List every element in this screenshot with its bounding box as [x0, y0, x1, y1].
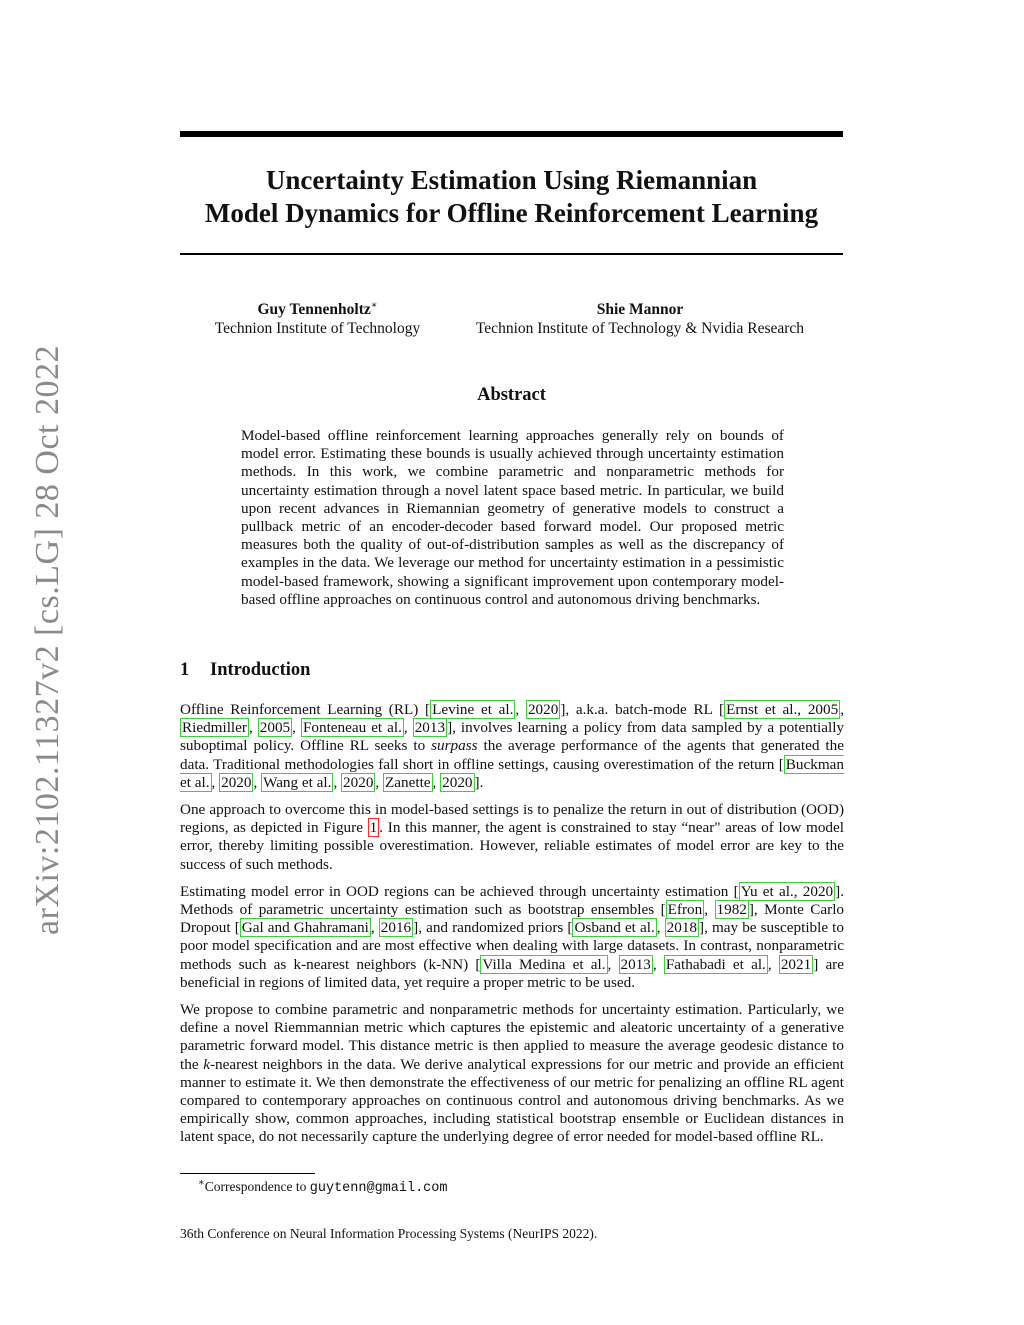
author-block-2: [455, 300, 825, 338]
author-affiliation: Technion Institute of Technology & Nvidia Research: [475, 320, 805, 337]
section-title: Introduction: [210, 660, 311, 680]
author-affiliation: Technion Institute of Technology: [214, 320, 421, 337]
correspondence-email-link[interactable]: guytenn@gmail.com: [309, 1181, 448, 1196]
citation-link[interactable]: 2005: [259, 719, 291, 737]
abstract-text: Model-based offline reinforcement learning approaches generally rely on bounds of model error. Estimating these bounds is usually achieved through uncertainty estimation methods. In this work, we combine parametric and nonparametric methods for uncertainty estimation through a novel latent space based metric. In particular, we build upon recent advances in Riemannian geometry of generative models to construct a pullback metric of an encoder-decoder based forward model. Our proposed metric measures both the quality of out-of-distribution samples as well as the discrepancy of examples in the data. We leverage our method for uncertainty estimation in a pessimistic model-based framework, showing a significant improvement upon contemporary model-based offline approaches on continuous control and autonomous driving benchmarks.: [241, 427, 784, 608]
paragraph-4: We propose to combine parametric and nonparametric methods for uncertainty estimation. Particularly, we define a novel Riemmannian metric which captures the epistemic and aleatoric uncertainty of a generative parametric forward model. This distance metric is then applied to measure the average geodesic distance to the k-nearest neighbors in the data. We derive analytical expressions for our metric and provide an efficient manner to estimate it. We then demonstrate the effectiveness of our metric for penalizing an offline RL agent compared to contemporary approaches on continuous control and autonomous driving benchmarks. As we empirically show, common approaches, including statistical bootstrap ensemble or Euclidean distances in latent space, do not necessarily capture the underlying degree of error needed for model-based offline RL.: [180, 1001, 844, 1146]
citation-link[interactable]: 2013: [414, 719, 446, 737]
footnote-text: Correspondence to: [204, 1179, 310, 1194]
citation-link[interactable]: 2013: [620, 955, 651, 973]
author-block-1: [185, 300, 450, 338]
paper-title: [180, 164, 843, 230]
citation-link[interactable]: Yu et al., 2020: [740, 882, 834, 900]
citation-link[interactable]: 2020: [442, 773, 473, 791]
paragraph-3: Estimating model error in OOD regions can be achieved through uncertainty estimation [ Yu et al., 2020 ]. Methods of parametric uncertainty estimation such as bootstrap ensembles [ Efron , 1982 ], Monte Carlo Dropout [ Gal and Ghahramani , 2016 ], and randomized priors [ Osband et al. , 2018 ], may be susceptible to poor model specification and are most effective when dealing with large datasets. In contrast, nonparametric methods such as k-nearest neighbors (k-NN) [ Villa Medina et al. , 2013 , Fathabadi et al. , 2021 ] are beneficial in regions of limited data, yet require a proper metric to be used.: [180, 882, 845, 991]
citation-link[interactable]: Osband et al.: [574, 919, 655, 937]
citation-link[interactable]: Wang et al.: [263, 773, 332, 791]
footnote-rule: [180, 1173, 315, 1174]
title-line-1: Uncertainty Estimation Using Riemannian: [265, 165, 758, 195]
section-number: 1: [180, 660, 190, 680]
citation-link[interactable]: 2021: [780, 955, 812, 973]
author-name: Shie Mannor: [596, 301, 684, 318]
paragraph-2: One approach to overcome this in model-based settings is to penalize the return in out of distribution (OOD) regions, as depicted in Figure 1 . In this manner, the agent is constrained to stay “near" areas of low model error, thereby limiting possible overestimation. However, reliable estimates of model error are key to the success of such methods.: [180, 801, 844, 873]
figure-ref-link[interactable]: 1: [369, 819, 378, 837]
citation-link[interactable]: Fathabadi et al.: [665, 955, 766, 973]
citation-link[interactable]: Riedmiller: [182, 719, 247, 737]
footnote-mark: ∗: [198, 1177, 205, 1189]
citation-link[interactable]: Buckman et al.: [180, 755, 844, 791]
abstract-heading: Abstract: [477, 385, 546, 405]
citation-link[interactable]: 2016: [380, 919, 412, 937]
citation-link[interactable]: Ernst et al., 2005: [726, 701, 839, 718]
title-line-2: Model Dynamics for Offline Reinforcement Learning: [204, 198, 819, 228]
introduction-body: [180, 701, 844, 1156]
title-bottom-rule: [180, 253, 843, 255]
emphasis: surpass: [431, 737, 478, 755]
author-name: Guy Tennenholtz: [257, 301, 371, 318]
citation-link[interactable]: Gal and Ghahramani: [241, 919, 369, 937]
citation-link[interactable]: Efron: [667, 901, 703, 919]
footnote-marker[interactable]: ∗: [370, 299, 378, 311]
citation-link[interactable]: 2020: [527, 701, 559, 718]
citation-link[interactable]: Zanette: [385, 773, 431, 791]
conference-notice: 36th Conference on Neural Information Processing Systems (NeurIPS 2022).: [180, 1226, 598, 1241]
arxiv-identifier-stamp: arXiv:2102.11327v2 [cs.LG] 28 Oct 2022: [29, 345, 66, 935]
citation-link[interactable]: Levine et al.: [432, 701, 514, 718]
paragraph-1: Offline Reinforcement Learning (RL) [ Levine et al. , 2020 ], a.k.a. batch-mode RL [ Ernst et al., 2005 , Riedmiller , 2005 , Fonteneau et al. , 2013 ], involves learning a policy from data sampled by a potentially suboptimal policy. Offline RL seeks to surpass the average performance of the agents that generated the data. Traditional methodologies fall short in offline settings, causing overestimation of the return [ Buckman et al. , 2020 , Wang et al. , 2020 , Zanette , 2020 ].: [180, 701, 845, 791]
math-symbol-k: k: [203, 1055, 210, 1073]
section-heading: [180, 660, 310, 681]
citation-link[interactable]: 2020: [343, 773, 374, 791]
footnote: [198, 1179, 448, 1196]
citation-link[interactable]: 2018: [666, 919, 698, 937]
title-top-rule: [180, 131, 843, 137]
citation-link[interactable]: 1982: [716, 901, 747, 919]
citation-link[interactable]: 2020: [221, 773, 252, 791]
citation-link[interactable]: Villa Medina et al.: [482, 955, 606, 973]
citation-link[interactable]: Fonteneau et al.: [302, 719, 402, 737]
